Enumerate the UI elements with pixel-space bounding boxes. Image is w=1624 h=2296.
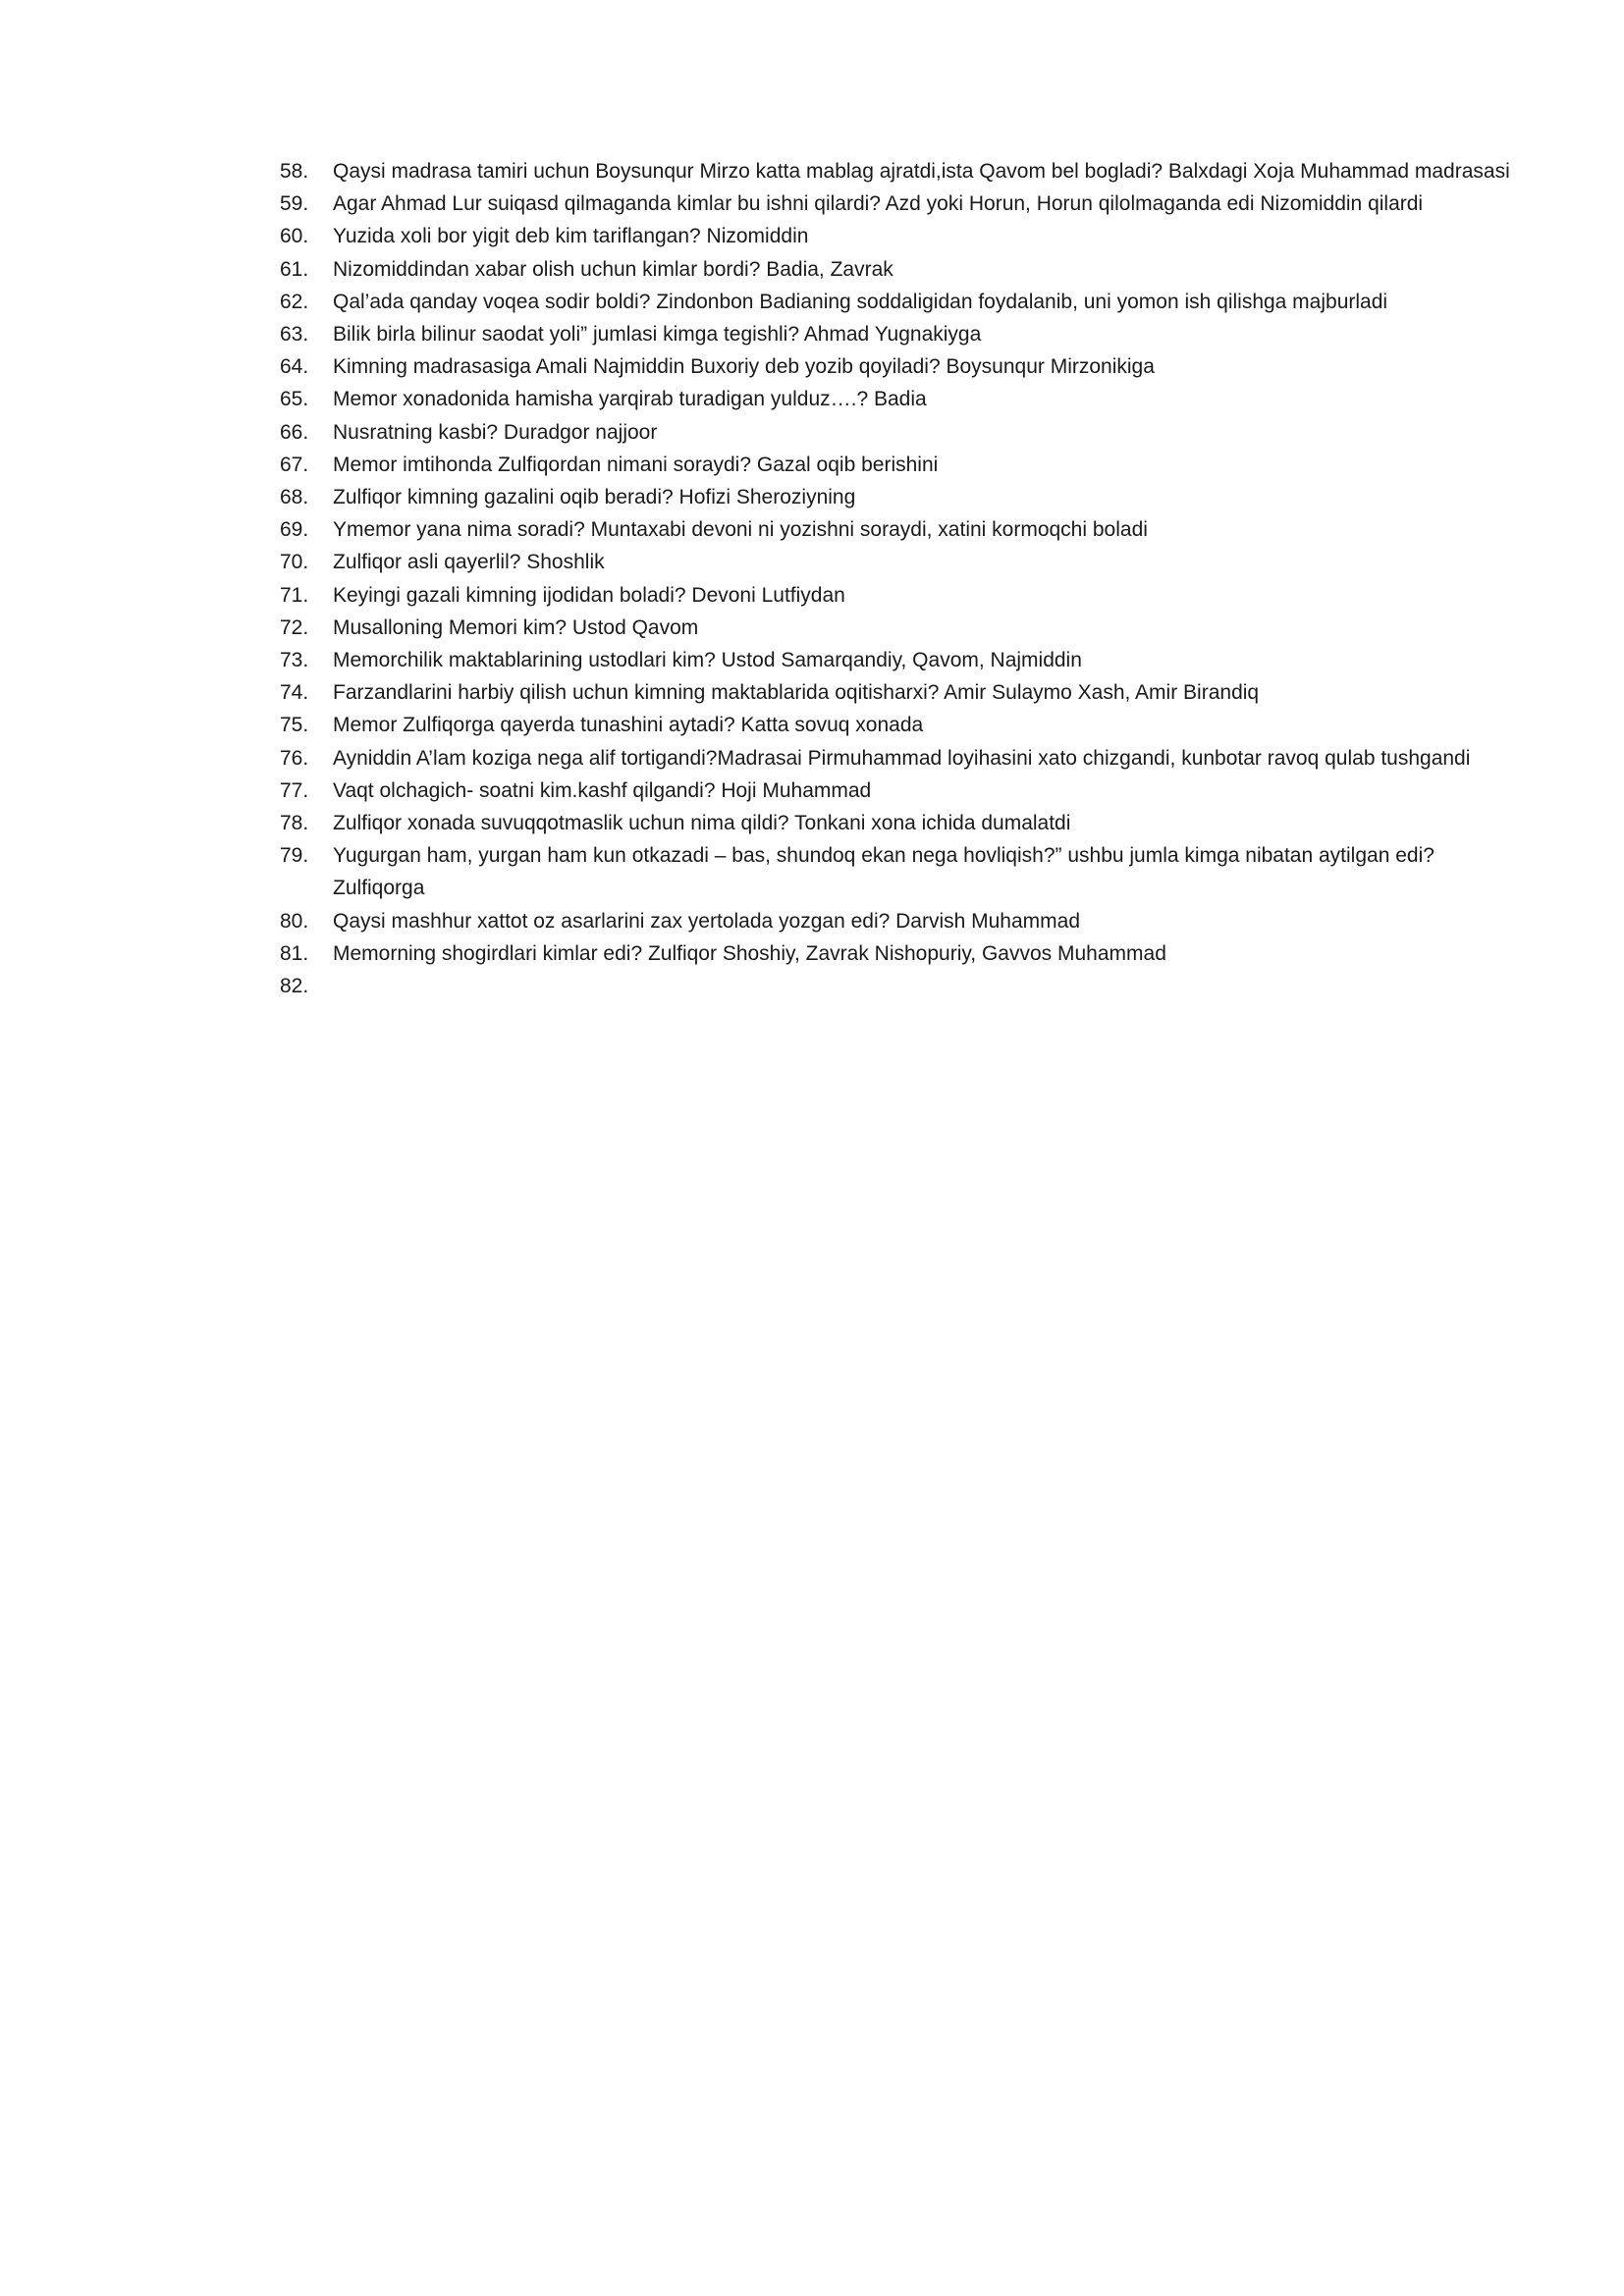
item-text: Yuzida xoli bor yigit deb kim tariflangan? Nizomiddin [333, 225, 809, 248]
list-item [280, 187, 1517, 220]
list-item [280, 644, 1517, 676]
item-text: Ymemor yana nima soradi? Muntaxabi devoni ni yozishni soraydi, xatini kormoqchi boladi [333, 518, 1148, 542]
list-item [280, 774, 1517, 807]
item-number: 64. [280, 355, 309, 379]
item-text: Ayniddin A’lam koziga nega alif tortigandi?Madrasai Pirmuhammad loyihasini xato chizgandi, kunbotar ravoq qulab tushgandi [333, 746, 1471, 770]
item-text: Zulfiqor kimning gazalini oqib beradi? Hofizi Sheroziyning [333, 486, 856, 509]
list-item [280, 807, 1517, 839]
item-text: Agar Ahmad Lur suiqasd qilmaganda kimlar bu ishni qilardi? Azd yoki Horun, Horun qilolmaganda edi Nizomiddin qilardi [333, 192, 1424, 216]
item-text: Zulfiqor asli qayerlil? Shoshlik [333, 551, 605, 574]
question-list [280, 155, 1517, 1002]
item-number: 78. [280, 812, 309, 835]
item-text: Nusratning kasbi? Duradgor najjoor [333, 420, 658, 444]
item-text: Keyingi gazali kimning ijodidan boladi? Devoni Lutfiydan [333, 583, 845, 607]
item-number: 63. [280, 323, 309, 347]
item-number: 58. [280, 160, 309, 183]
item-number: 69. [280, 518, 309, 542]
item-number: 66. [280, 420, 309, 444]
item-number: 77. [280, 778, 309, 802]
item-number: 82. [280, 975, 309, 998]
list-item [280, 676, 1517, 709]
list-item [280, 318, 1517, 350]
item-text: Memor Zulfiqorga qayerda tunashini aytadi? Katta sovuq xonada [333, 714, 924, 737]
item-text: Memorchilik maktablarining ustodlari kim? Ustod Samarqandiy, Qavom, Najmiddin [333, 649, 1082, 672]
item-number: 67. [280, 453, 309, 476]
item-text: Vaqt olchagich- soatni kim.kashf qilgandi? Hoji Muhammad [333, 778, 872, 802]
item-text: Farzandlarini harbiy qilish uchun kimning maktablarida oqitisharxi? Amir Sulaymo Xash, Amir Birandiq [333, 681, 1260, 705]
list-item [280, 970, 1517, 1002]
item-text: Qaysi mashhur xattot oz asarlarini zax yertolada yozgan edi? Darvish Muhammad [333, 909, 1081, 933]
item-number: 59. [280, 192, 309, 216]
list-item [280, 155, 1517, 187]
list-item [280, 513, 1517, 546]
item-number: 81. [280, 941, 309, 965]
item-text: Nizomiddindan xabar olish uchun kimlar bordi? Badia, Zavrak [333, 257, 893, 281]
item-text: Memorning shogirdlari kimlar edi? Zulfiqor Shoshiy, Zavrak Nishopuriy, Gavvos Muhammad [333, 941, 1166, 965]
list-item [280, 612, 1517, 644]
item-text: Zulfiqor xonada suvuqqotmaslik uchun nima qildi? Tonkani xona ichida dumalatdi [333, 812, 1071, 835]
item-text: Yugurgan ham, yurgan ham kun otkazadi – bas, shundoq ekan nega hovliqish?” ushbu jumla kimga nibatan aytilgan edi? Zulfiqorga [333, 844, 1435, 900]
item-number: 75. [280, 714, 309, 737]
list-item [280, 742, 1517, 774]
item-text: Qaysi madrasa tamiri uchun Boysunqur Mirzo katta mablag ajratdi,ista Qavom bel bogladi? Balxdagi Xoja Muhammad madrasasi [333, 160, 1510, 183]
list-item [280, 579, 1517, 612]
list-item [280, 905, 1517, 937]
list-item [280, 350, 1517, 383]
item-text: Bilik birla bilinur saodat yoli” jumlasi kimga tegishli? Ahmad Yugnakiyga [333, 323, 982, 347]
item-number: 65. [280, 388, 309, 411]
list-item [280, 220, 1517, 252]
list-item [280, 449, 1517, 481]
list-item [280, 253, 1517, 286]
item-text: Musalloning Memori kim? Ustod Qavom [333, 615, 699, 639]
list-item [280, 481, 1517, 513]
item-text: Kimning madrasasiga Amali Najmiddin Buxoriy deb yozib qoyiladi? Boysunqur Mirzonikiga [333, 355, 1155, 379]
item-text: Memor xonadonida hamisha yarqirab turadigan yulduz….? Badia [333, 388, 927, 411]
list-item [280, 709, 1517, 741]
item-number: 60. [280, 225, 309, 248]
item-number: 76. [280, 746, 309, 770]
list-item [280, 839, 1517, 904]
list-item [280, 546, 1517, 578]
item-number: 79. [280, 844, 309, 868]
item-number: 70. [280, 551, 309, 574]
item-number: 61. [280, 257, 309, 281]
item-number: 71. [280, 583, 309, 607]
item-number: 80. [280, 909, 309, 933]
item-number: 72. [280, 615, 309, 639]
item-text: Qal’ada qanday voqea sodir boldi? Zindonbon Badianing soddaligidan foydalanib, uni yomon ish qilishga majburladi [333, 290, 1388, 313]
list-item [280, 937, 1517, 970]
item-text: Memor imtihonda Zulfiqordan nimani soraydi? Gazal oqib berishini [333, 453, 939, 476]
list-item [280, 286, 1517, 318]
item-number: 68. [280, 486, 309, 509]
list-item [280, 383, 1517, 415]
item-text [333, 970, 1517, 1002]
list-item [280, 416, 1517, 449]
item-number: 62. [280, 290, 309, 313]
item-number: 74. [280, 681, 309, 705]
item-number: 73. [280, 649, 309, 672]
